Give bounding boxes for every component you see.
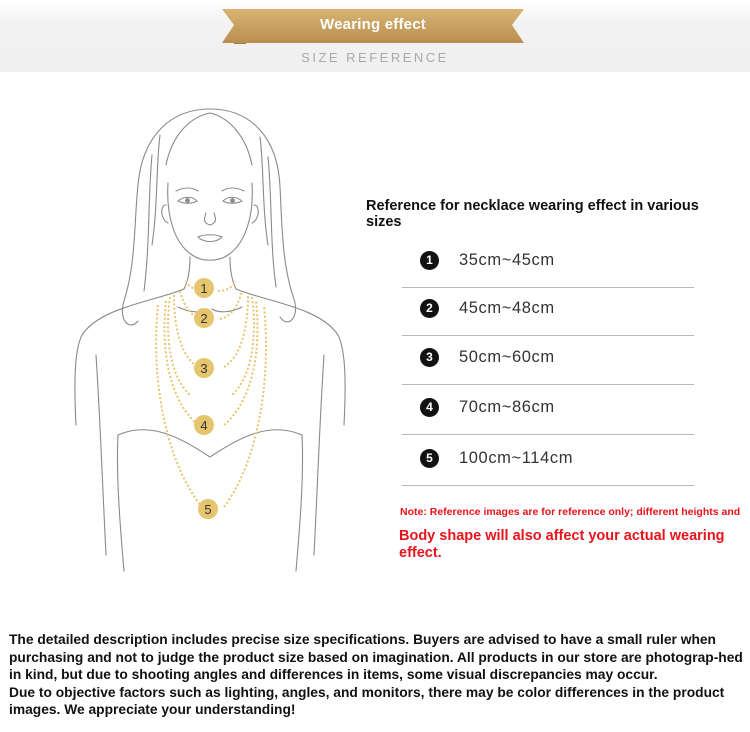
size-reference-subtitle: SIZE REFERENCE	[301, 50, 449, 65]
marker-1-label: 1	[200, 281, 208, 296]
size-row-3	[402, 335, 694, 385]
description-paragraph-1: The detailed description includes precise size specifications. Buyers are advised to have a small ruler when purchasing and not to judge the product size based on imagination. All products in our store are photograp-hed in kind, but due to shooting angles and differences in items, some visual discrepancies may occur.	[9, 632, 743, 682]
note-small: Note: Reference images are for reference only; different heights and	[400, 506, 741, 518]
size-label: 50cm~60cm	[459, 348, 555, 366]
banner-title: Wearing effect	[320, 15, 426, 33]
size-row-4	[402, 385, 694, 435]
marker-5-label: 5	[204, 502, 212, 517]
marker-4-label: 4	[200, 418, 208, 433]
size-label: 70cm~86cm	[459, 398, 555, 416]
size-row-2	[402, 286, 694, 336]
note-large: Body shape will also affect your actual wearing effect.	[399, 528, 725, 561]
size-number-badge: 2	[420, 299, 439, 318]
size-row-1	[402, 238, 694, 288]
size-row-5	[402, 436, 694, 486]
size-label: 45cm~48cm	[459, 299, 555, 317]
description-paragraph-2: Due to objective factors such as lighting, angles, and monitors, there may be color differences in the product images. We appreciate your understanding!	[9, 684, 725, 717]
product-description	[9, 631, 743, 719]
size-number-badge: 1	[420, 251, 439, 270]
size-number-badge: 3	[420, 348, 439, 367]
size-label: 35cm~45cm	[459, 251, 555, 269]
title-banner	[222, 7, 524, 45]
size-label: 100cm~114cm	[459, 449, 574, 467]
size-number-badge: 4	[420, 398, 439, 417]
size-number-badge: 5	[420, 449, 439, 468]
marker-2-label: 2	[200, 311, 208, 326]
marker-3-label: 3	[200, 361, 208, 376]
woman-necklace-illustration	[60, 95, 360, 575]
necklace-markers	[194, 278, 218, 519]
reference-title: Reference for necklace wearing effect in various sizes	[366, 198, 699, 230]
